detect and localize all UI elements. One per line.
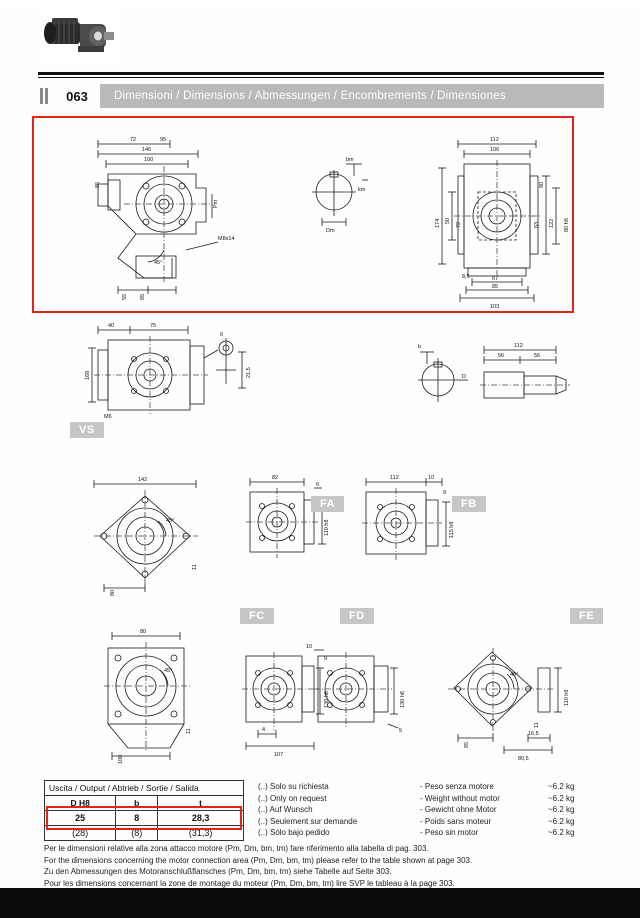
weight-value: ~6.2 kg (548, 793, 575, 803)
svg-text:56: 56 (534, 353, 541, 359)
note-line: (..) Only on request (258, 793, 327, 803)
note-line: (..) Solo su richiesta (258, 782, 329, 791)
drawing-diamond-flange (78, 470, 218, 600)
col-header-b: b (116, 796, 158, 811)
drawing-fb-flange (350, 468, 455, 578)
view-tag-fe: FE (570, 608, 603, 624)
svg-text:b: b (418, 344, 422, 350)
svg-text:56: 56 (498, 353, 505, 359)
svg-text:72: 72 (130, 137, 137, 143)
weight-label: - Gewicht ohne Motor (420, 805, 497, 814)
svg-text:106: 106 (490, 147, 500, 153)
drawing-fa-flange (232, 468, 332, 578)
table-caption: Uscita / Output / Abtrieb / Sortie / Salida (45, 781, 244, 796)
weight-label: - Peso senza motore (420, 782, 494, 791)
bottom-margin (0, 888, 640, 918)
svg-text:103: 103 (490, 304, 500, 310)
svg-text:6: 6 (220, 332, 224, 338)
svg-text:45°: 45° (510, 672, 519, 678)
svg-text:M6: M6 (104, 414, 112, 420)
svg-text:72: 72 (456, 221, 462, 228)
svg-text:45°: 45° (154, 260, 163, 266)
table-caption-row (45, 781, 244, 796)
page-title: Dimensioni / Dimensions / Abmessungen / Encombrements / Dimensiones (100, 84, 604, 108)
svg-text:km: km (358, 187, 366, 193)
svg-text:110 h8: 110 h8 (564, 689, 570, 706)
svg-text:45°: 45° (164, 668, 173, 674)
svg-text:112: 112 (514, 343, 523, 349)
view-tag-fb: FB (452, 496, 486, 512)
svg-text:5: 5 (399, 728, 403, 734)
svg-text:10: 10 (428, 475, 435, 481)
svg-text:11: 11 (192, 564, 198, 570)
highlight-box-table-row (46, 806, 242, 830)
svg-text:6: 6 (316, 482, 320, 488)
svg-text:146: 146 (142, 147, 152, 153)
svg-text:50: 50 (445, 217, 451, 224)
svg-text:55: 55 (122, 293, 128, 300)
weight-value: ~6.2 kg (548, 805, 575, 814)
weight-row (420, 793, 594, 805)
top-margin (0, 0, 640, 6)
drawing-vs-hollow-shaft (400, 338, 580, 423)
svg-text:D: D (462, 374, 466, 380)
footnote-line: Per le dimensioni relative alla zona attacco motore (Pm, Dm, bm, tm) fare riferimento alla tabella di pag. 303. (44, 844, 429, 853)
weight-row (420, 804, 594, 816)
svg-text:10: 10 (306, 644, 313, 650)
weight-label: - Poids sans moteur (420, 816, 492, 826)
col-header-t: t (158, 796, 244, 811)
col-header-d: D H8 (45, 796, 116, 811)
svg-text:168: 168 (85, 370, 91, 380)
drawing-shaft-section (300, 150, 380, 240)
svg-text:63: 63 (534, 221, 540, 228)
svg-text:85: 85 (140, 293, 146, 300)
cell-t-2: (31,3) (158, 826, 244, 841)
svg-text:80: 80 (140, 629, 147, 635)
bars-icon (38, 84, 54, 108)
view-tag-fd: FD (340, 608, 374, 624)
drawing-main-gearbox-right (420, 132, 580, 310)
svg-text:100: 100 (144, 157, 154, 163)
header-rule-thin (38, 77, 604, 78)
svg-text:8,5: 8,5 (462, 274, 470, 280)
weight-value: ~6.2 kg (548, 816, 575, 826)
svg-text:bm: bm (346, 157, 354, 163)
view-tag-fc: FC (240, 608, 274, 624)
svg-text:85: 85 (492, 284, 499, 290)
svg-text:100: 100 (118, 754, 124, 764)
svg-text:95: 95 (160, 137, 167, 143)
svg-text:40: 40 (108, 323, 115, 329)
svg-text:M8x14: M8x14 (218, 236, 235, 242)
footnote-line: For the dimensions concerning the motor connection area (Pm, Dm, bm, tm) please refer to the table shown at page 303. (44, 855, 473, 865)
footnote-line: Zu den Abmessungen des Motoranschlußflansches (Pm, Dm, bm, tm) siehe Tabelle auf Seite 303. (44, 867, 392, 877)
svg-text:21,5: 21,5 (246, 367, 252, 378)
page-number: 063 (66, 88, 88, 104)
drawing-main-gearbox-top-left (78, 130, 278, 310)
svg-text:80 h8: 80 h8 (564, 218, 570, 232)
svg-text:82: 82 (272, 475, 279, 481)
weight-value: ~6.2 kg (548, 782, 575, 791)
svg-text:107: 107 (274, 752, 284, 758)
weight-label: - Peso sin motor (420, 828, 479, 837)
svg-text:80,5: 80,5 (518, 756, 529, 762)
note-line: (..) Auf Wunsch (258, 805, 313, 814)
weight-row (420, 827, 594, 839)
svg-text:11: 11 (186, 728, 192, 734)
cell-b-1: 8 (116, 811, 158, 826)
svg-text:85: 85 (95, 181, 101, 188)
svg-text:85: 85 (464, 741, 470, 748)
weight-label: - Weight without motor (420, 793, 500, 803)
drawing-bottom-square-flange (78, 624, 218, 764)
weight-row (420, 816, 594, 828)
note-line: (..) Sólo bajo pedido (258, 828, 330, 837)
weight-row (420, 781, 594, 793)
drawing-fe-flange (432, 636, 582, 771)
svg-text:4: 4 (262, 727, 266, 733)
cell-t-1: 28,3 (158, 811, 244, 826)
svg-text:112: 112 (490, 137, 499, 143)
drawing-fd-flange (300, 638, 410, 758)
view-tag-fa: FA (311, 496, 344, 512)
svg-text:115 h8: 115 h8 (449, 521, 455, 538)
svg-text:112: 112 (390, 475, 399, 481)
svg-text:80: 80 (110, 589, 116, 596)
svg-text:Dm: Dm (326, 228, 335, 234)
svg-text:67: 67 (492, 276, 499, 282)
svg-text:174: 174 (435, 218, 441, 228)
gearbox-product-photo (38, 8, 118, 66)
page-title-bar (38, 84, 604, 108)
svg-text:122: 122 (549, 218, 555, 228)
cell-b-2: (8) (116, 826, 158, 841)
cell-d-1: 25 (45, 811, 116, 826)
drawing-vs-gearbox (78, 318, 288, 438)
svg-text:9: 9 (324, 656, 328, 662)
on-request-notes (258, 781, 357, 839)
svg-text:75: 75 (150, 323, 157, 329)
svg-text:130 h8: 130 h8 (400, 691, 406, 708)
footnote-line: Pour les dimensions concernant la zone de montage du moteur (Pm, Dm, bm, tm) lire SVP le tableau à la page 303. (44, 879, 455, 889)
svg-text:45°: 45° (166, 518, 175, 524)
weight-value: ~6.2 kg (548, 828, 575, 837)
svg-text:80: 80 (539, 181, 545, 188)
view-tag-vs: VS (70, 422, 104, 438)
svg-text:110 h8: 110 h8 (324, 519, 330, 536)
weight-notes (420, 781, 594, 839)
note-line: (..) Seulement sur demande (258, 816, 358, 826)
svg-text:Pm: Pm (213, 199, 219, 208)
svg-text:130 h8: 130 h8 (324, 691, 330, 708)
svg-text:9: 9 (443, 490, 447, 496)
header-rule-thick (38, 72, 604, 75)
cell-d-2: (28) (45, 826, 116, 841)
svg-text:16,5: 16,5 (528, 731, 539, 737)
svg-text:11: 11 (534, 722, 540, 728)
svg-text:142: 142 (138, 477, 148, 483)
